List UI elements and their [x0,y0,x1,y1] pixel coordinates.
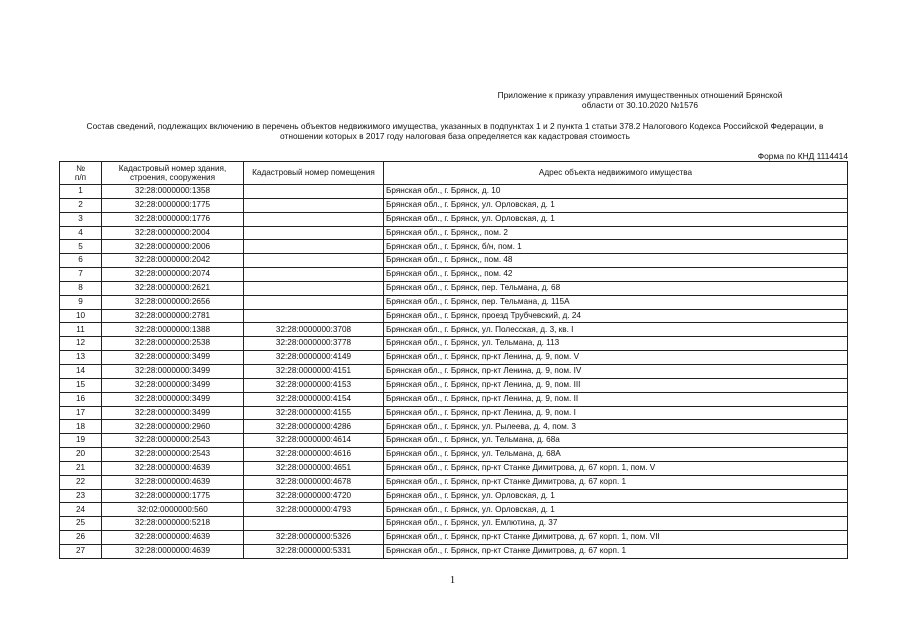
building-cadastral-cell: 32:28:0000000:4639 [102,461,244,475]
address-cell: Брянская обл., г. Брянск, д. 10 [384,185,848,199]
building-cadastral-cell: 32:28:0000000:3499 [102,406,244,420]
row-number-cell: 8 [60,281,102,295]
building-cadastral-cell: 32:28:0000000:3499 [102,351,244,365]
building-cadastral-cell: 32:28:0000000:3499 [102,392,244,406]
table-row [60,309,848,323]
room-cadastral-cell [244,254,384,268]
row-number-cell: 20 [60,448,102,462]
table-row [60,226,848,240]
room-cadastral-cell: 32:28:0000000:4614 [244,434,384,448]
header-room-cadastral: Кадастровый номер помещения [244,162,384,185]
address-cell: Брянская обл., г. Брянск, пр-кт Ленина, д. 9, пом. II [384,392,848,406]
row-number-cell: 14 [60,364,102,378]
address-cell: Брянская обл., г. Брянск, ул. Емлютина, д. 37 [384,517,848,531]
table-row [60,406,848,420]
room-cadastral-cell [244,198,384,212]
row-number-cell: 24 [60,503,102,517]
room-cadastral-cell [244,212,384,226]
header-number-line-2: п/п [74,173,87,182]
address-cell: Брянская обл., г. Брянск, ул. Тельмана, д. 113 [384,337,848,351]
room-cadastral-cell: 32:28:0000000:3778 [244,337,384,351]
page-number: 1 [449,574,456,586]
property-table [59,161,848,559]
row-number-cell: 26 [60,531,102,545]
building-cadastral-cell: 32:28:0000000:2656 [102,295,244,309]
row-number-cell: 17 [60,406,102,420]
heading-line-2: отношении которых в 2017 году налоговая база определяется как кадастровая стоимость [280,131,630,141]
building-cadastral-cell: 32:28:0000000:2543 [102,434,244,448]
table-row [60,337,848,351]
address-cell: Брянская обл., г. Брянск,, пом. 42 [384,268,848,282]
table-row [60,434,848,448]
room-cadastral-cell: 32:28:0000000:4616 [244,448,384,462]
row-number-cell: 21 [60,461,102,475]
room-cadastral-cell [244,185,384,199]
address-cell: Брянская обл., г. Брянск, пер. Тельмана, д. 115А [384,295,848,309]
address-cell: Брянская обл., г. Брянск, пр-кт Станке Димитрова, д. 67 корп. 1 [384,475,848,489]
room-cadastral-cell [244,295,384,309]
building-cadastral-cell: 32:28:0000000:2538 [102,337,244,351]
table-row [60,475,848,489]
address-cell: Брянская обл., г. Брянск,, пом. 48 [384,254,848,268]
building-cadastral-cell: 32:28:0000000:4639 [102,475,244,489]
form-code: Форма по КНД 1114414 [757,151,848,161]
building-cadastral-cell: 32:28:0000000:2004 [102,226,244,240]
row-number-cell: 25 [60,517,102,531]
table-row [60,364,848,378]
row-number-cell: 19 [60,434,102,448]
header-building-line-2: строения, сооружения [129,173,216,182]
table-row [60,323,848,337]
header-building-line-1: Кадастровый номер здания, [118,163,227,173]
table-row [60,489,848,503]
header-building-cadastral [102,162,244,185]
room-cadastral-cell: 32:28:0000000:4678 [244,475,384,489]
address-cell: Брянская обл., г. Брянск, ул. Орловская, д. 1 [384,198,848,212]
row-number-cell: 23 [60,489,102,503]
table-row [60,295,848,309]
table-row [60,240,848,254]
address-cell: Брянская обл., г. Брянск, ул. Орловская, д. 1 [384,489,848,503]
room-cadastral-cell: 32:28:0000000:4153 [244,378,384,392]
room-cadastral-cell: 32:28:0000000:4151 [244,364,384,378]
row-number-cell: 6 [60,254,102,268]
table-row [60,198,848,212]
address-cell: Брянская обл., г. Брянск, пр-кт Станке Димитрова, д. 67 корп. 1, пом. V [384,461,848,475]
building-cadastral-cell: 32:28:0000000:2543 [102,448,244,462]
address-cell: Брянская обл., г. Брянск, б/н, пом. 1 [384,240,848,254]
building-cadastral-cell: 32:28:0000000:5218 [102,517,244,531]
table-row [60,503,848,517]
building-cadastral-cell: 32:28:0000000:3499 [102,378,244,392]
room-cadastral-cell: 32:28:0000000:4651 [244,461,384,475]
row-number-cell: 15 [60,378,102,392]
room-cadastral-cell: 32:28:0000000:5326 [244,531,384,545]
building-cadastral-cell: 32:28:0000000:1388 [102,323,244,337]
table-body [60,185,848,559]
room-cadastral-cell: 32:28:0000000:4793 [244,503,384,517]
address-cell: Брянская обл., г. Брянск, ул. Тельмана, д. 68а [384,434,848,448]
room-cadastral-cell [244,240,384,254]
address-cell: Брянская обл., г. Брянск, ул. Орловская, д. 1 [384,503,848,517]
row-number-cell: 16 [60,392,102,406]
table-row [60,378,848,392]
building-cadastral-cell: 32:28:0000000:1776 [102,212,244,226]
address-cell: Брянская обл., г. Брянск, ул. Рылеева, д. 4, пом. 3 [384,420,848,434]
building-cadastral-cell: 32:28:0000000:2074 [102,268,244,282]
building-cadastral-cell: 32:28:0000000:1775 [102,198,244,212]
table-row [60,351,848,365]
building-cadastral-cell: 32:28:0000000:3499 [102,364,244,378]
table-row [60,461,848,475]
appendix-note [440,90,840,110]
table-row [60,185,848,199]
table-row [60,517,848,531]
address-cell: Брянская обл., г. Брянск, пр-кт Ленина, д. 9, пом. III [384,378,848,392]
address-cell: Брянская обл., г. Брянск, пр-кт Ленина, д. 9, пом. V [384,351,848,365]
room-cadastral-cell: 32:28:0000000:4720 [244,489,384,503]
header-number [60,162,102,185]
address-cell: Брянская обл., г. Брянск, ул. Тельмана, д. 68А [384,448,848,462]
building-cadastral-cell: 32:28:0000000:2960 [102,420,244,434]
room-cadastral-cell: 32:28:0000000:3708 [244,323,384,337]
table-row [60,420,848,434]
building-cadastral-cell: 32:28:0000000:2006 [102,240,244,254]
row-number-cell: 4 [60,226,102,240]
row-number-cell: 12 [60,337,102,351]
row-number-cell: 2 [60,198,102,212]
building-cadastral-cell: 32:28:0000000:1358 [102,185,244,199]
table-header-row [60,162,848,185]
room-cadastral-cell [244,226,384,240]
building-cadastral-cell: 32:28:0000000:4639 [102,544,244,558]
row-number-cell: 9 [60,295,102,309]
address-cell: Брянская обл., г. Брянск, проезд Трубчевский, д. 24 [384,309,848,323]
building-cadastral-cell: 32:28:0000000:2621 [102,281,244,295]
table-row [60,268,848,282]
table-row [60,544,848,558]
room-cadastral-cell: 32:28:0000000:4149 [244,351,384,365]
row-number-cell: 3 [60,212,102,226]
room-cadastral-cell: 32:28:0000000:4286 [244,420,384,434]
address-cell: Брянская обл., г. Брянск, пер. Тельмана, д. 68 [384,281,848,295]
room-cadastral-cell: 32:28:0000000:4154 [244,392,384,406]
table-row [60,212,848,226]
table-row [60,254,848,268]
table-row [60,281,848,295]
table-row [60,392,848,406]
table-row [60,448,848,462]
row-number-cell: 27 [60,544,102,558]
row-number-cell: 5 [60,240,102,254]
document-heading [55,121,855,141]
building-cadastral-cell: 32:28:0000000:2042 [102,254,244,268]
appendix-line-2: области от 30.10.2020 №1576 [581,100,699,110]
header-address: Адрес объекта недвижимого имущества [384,162,848,185]
building-cadastral-cell: 32:02:0000000:560 [102,503,244,517]
table-row [60,531,848,545]
row-number-cell: 13 [60,351,102,365]
address-cell: Брянская обл., г. Брянск, пр-кт Ленина, д. 9, пом. IV [384,364,848,378]
building-cadastral-cell: 32:28:0000000:2781 [102,309,244,323]
address-cell: Брянская обл., г. Брянск,, пом. 2 [384,226,848,240]
heading-line-1: Состав сведений, подлежащих включению в перечень объектов недвижимого имущества, указанных в подпунктах 1 и 2 пункта 1 статьи 378.2 Налогового Кодекса Российской Федерации, в [86,121,824,131]
address-cell: Брянская обл., г. Брянск, пр-кт Ленина, д. 9, пом. I [384,406,848,420]
row-number-cell: 11 [60,323,102,337]
address-cell: Брянская обл., г. Брянск, пр-кт Станке Димитрова, д. 67 корп. 1, пом. VII [384,531,848,545]
address-cell: Брянская обл., г. Брянск, пр-кт Станке Димитрова, д. 67 корп. 1 [384,544,848,558]
building-cadastral-cell: 32:28:0000000:4639 [102,531,244,545]
row-number-cell: 10 [60,309,102,323]
room-cadastral-cell [244,281,384,295]
room-cadastral-cell [244,517,384,531]
address-cell: Брянская обл., г. Брянск, ул. Орловская, д. 1 [384,212,848,226]
row-number-cell: 18 [60,420,102,434]
row-number-cell: 1 [60,185,102,199]
building-cadastral-cell: 32:28:0000000:1775 [102,489,244,503]
address-cell: Брянская обл., г. Брянск, ул. Полесская, д. 3, кв. I [384,323,848,337]
room-cadastral-cell [244,268,384,282]
room-cadastral-cell [244,309,384,323]
appendix-line-1: Приложение к приказу управления имущественных отношений Брянской [497,90,783,100]
row-number-cell: 7 [60,268,102,282]
room-cadastral-cell: 32:28:0000000:5331 [244,544,384,558]
header-number-line-1: № [76,163,85,173]
room-cadastral-cell: 32:28:0000000:4155 [244,406,384,420]
row-number-cell: 22 [60,475,102,489]
